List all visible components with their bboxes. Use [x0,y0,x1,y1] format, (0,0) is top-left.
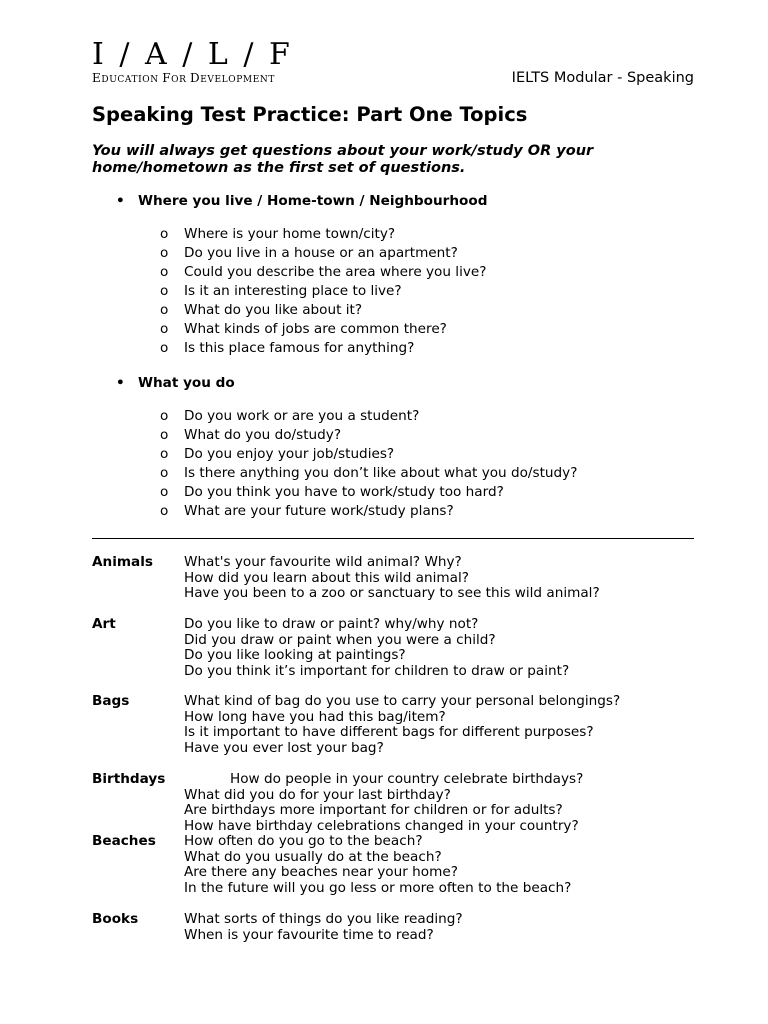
question-line: Did you draw or paint when you were a child? [184,631,496,648]
question-text: Is this place famous for anything? [184,340,415,356]
sub-bullet-glyph: o [160,321,169,337]
question-text: What are your future work/study plans? [184,503,454,519]
question-line: Is it important to have different bags for different purposes? [184,724,594,740]
question-text: What do you like about it? [184,302,363,318]
question-line: Have you ever lost your bag? [184,739,384,756]
section-questions-animals [184,555,600,602]
list-item [160,427,577,446]
section-questions-beaches [184,834,571,896]
section-label-beaches: Beaches [92,833,156,849]
section-label-books: Books [92,911,139,927]
sub-bullet-glyph: o [160,302,169,318]
question-line: How long have you had this bag/item? [184,708,446,725]
topic-label: What you do [138,375,235,391]
question-line: Do you like to draw or paint? why/why not? [184,616,479,632]
question-list-where-you-live [160,226,487,359]
question-line: When is your favourite time to read? [184,926,434,943]
question-text: Is there anything you don’t like about what you do/study? [184,465,578,481]
bullet-glyph: • [116,375,125,391]
list-item [160,245,487,264]
question-text: Is it an interesting place to live? [184,283,402,299]
sub-bullet-glyph: o [160,427,169,443]
list-item [160,321,487,340]
question-line: What sorts of things do you like reading? [184,911,463,927]
question-line: Do you like looking at paintings? [184,647,406,663]
topic-heading-where-you-live [116,193,487,210]
section-questions-art [184,617,569,679]
bullet-glyph: • [116,193,125,209]
question-line: How did you learn about this wild animal? [184,569,469,586]
sub-bullet-glyph: o [160,408,169,424]
question-text: Where is your home town/city? [184,226,396,242]
question-text: Do you think you have to work/study too hard? [184,484,504,500]
question-text: What kinds of jobs are common there? [184,321,447,337]
question-text: Do you enjoy your job/studies? [184,446,395,462]
list-item [160,465,577,484]
question-line: How do people in your country celebrate birthdays? [230,771,584,787]
intro-instruction: You will always get questions about your work/study OR your home/hometown as the first set of questions. [92,143,594,176]
question-line: How have birthday celebrations changed in your country? [184,817,579,834]
list-item [160,503,577,522]
section-label-bags: Bags [92,693,130,709]
list-item [160,226,487,245]
sub-bullet-glyph: o [160,264,169,280]
list-item [160,264,487,283]
question-line: What's your favourite wild animal? Why? [184,554,462,570]
question-text: Do you work or are you a student? [184,408,420,424]
sub-bullet-glyph: o [160,340,169,356]
section-questions-birthdays [184,772,583,834]
sub-bullet-glyph: o [160,503,169,519]
logo-subtitle-text: EDUCATION FOR DEVELOPMENT [92,71,275,85]
question-line: How often do you go to the beach? [184,833,423,849]
sub-bullet-glyph: o [160,446,169,462]
section-label-birthdays: Birthdays [92,771,166,787]
topic-heading-what-you-do [116,375,235,392]
list-item [160,302,487,321]
question-text: Could you describe the area where you live? [184,264,487,280]
question-text: What do you do/study? [184,427,342,443]
sub-bullet-glyph: o [160,283,169,299]
header-course-label: IELTS Modular - Speaking [511,70,694,86]
list-item [160,408,577,427]
section-label-animals: Animals [92,554,153,570]
section-divider [92,538,694,539]
question-line: What kind of bag do you use to carry your personal belongings? [184,693,621,709]
sub-bullet-glyph: o [160,465,169,481]
question-line: What do you usually do at the beach? [184,848,442,865]
section-questions-books [184,912,463,943]
sub-bullet-glyph: o [160,484,169,500]
logo-subtitle [92,72,293,86]
question-text: Do you live in a house or an apartment? [184,245,458,261]
question-list-what-you-do [160,408,577,522]
question-line: Have you been to a zoo or sanctuary to see this wild animal? [184,585,600,601]
list-item [160,446,577,465]
list-item [160,340,487,359]
section-questions-bags [184,694,620,756]
question-line: What did you do for your last birthday? [184,786,451,803]
question-line: Are birthdays more important for children or for adults? [184,802,563,818]
list-item [160,283,487,302]
ialf-logo [92,37,293,86]
section-label-art: Art [92,616,116,632]
topic-label: Where you live / Home-town / Neighbourhood [138,193,488,209]
question-line: Do you think it’s important for children to draw or paint? [184,662,570,679]
list-item [160,484,577,503]
sub-bullet-glyph: o [160,226,169,242]
page-title: Speaking Test Practice: Part One Topics [92,103,528,126]
sub-bullet-glyph: o [160,245,169,261]
logo-mark: I / A / L / F [92,37,293,72]
question-line: Are there any beaches near your home? [184,864,458,880]
question-line: In the future will you go less or more often to the beach? [184,879,572,896]
